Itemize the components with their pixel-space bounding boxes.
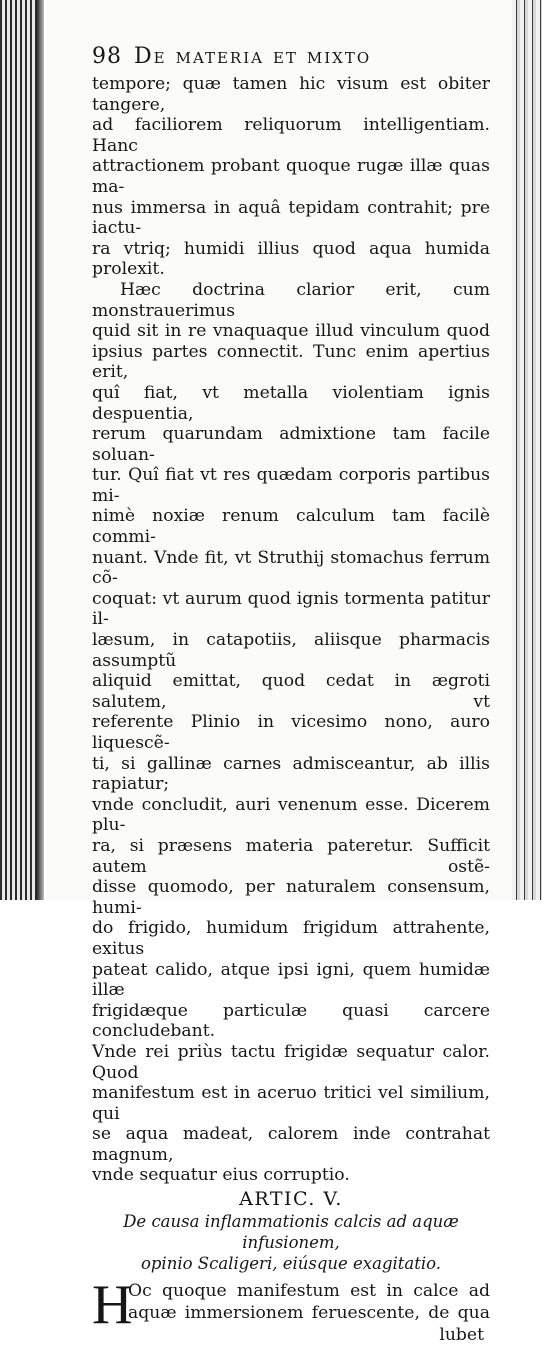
text-line: Vnde rei priùs tactu frigidæ sequatur calor. Quod [92, 1041, 490, 1083]
text-line: frigidæque particulæ quasi carcere concludebant. [92, 1000, 490, 1042]
text-line: ipsius partes connectit. Tunc enim apertius erit, [92, 341, 490, 383]
text-line: attractionem probant quoque rugæ illæ quas ma- [92, 156, 490, 197]
text-line: Hæc doctrina clarior erit, cum monstrauerimus [92, 279, 490, 321]
body-text [92, 74, 490, 1186]
text-line: vnde concludit, auri venenum esse. Dicerem plu- [92, 794, 490, 836]
text-line: vnde sequatur eius corruptio. [92, 1165, 350, 1186]
catchword: lubet [439, 1325, 484, 1346]
text-line: aquæ immersionem feruescente, de qua [128, 1303, 490, 1324]
text-line: rerum quarundam admixtione tam facile soluan- [92, 424, 490, 465]
drop-cap: H [92, 1274, 133, 1337]
text-line: quî fiat, vt metalla violentiam ignis despuentia, [92, 382, 490, 424]
section-subtitle-line: opinio Scaligeri, eiúsque exagitatio. [140, 1254, 442, 1274]
text-line: nuant. Vnde fit, vt Struthij stomachus ferrum cõ- [92, 547, 490, 589]
text-line: aliquid emittat, quod cedat in ægroti salutem, vt [92, 671, 490, 712]
page-content [92, 44, 490, 1346]
book-edge-right [512, 0, 542, 900]
text-line: quid sit in re vnaquaque illud vinculum quod [92, 321, 490, 342]
text-line: ti, si gallinæ carnes admisceantur, ab illis rapiatur; [92, 753, 490, 795]
text-line: coquat: vt aurum quod ignis tormenta patitur il- [92, 588, 490, 630]
page-number: 98 [92, 44, 122, 69]
text-line: se aqua madeat, calorem inde contrahat magnum, [92, 1124, 490, 1165]
text-line: manifestum est in aceruo tritici vel similium, qui [92, 1083, 490, 1124]
running-title: De materia et mixto [134, 44, 372, 69]
running-head [92, 44, 490, 74]
final-paragraph [92, 1274, 490, 1346]
text-line: nus immersa in aquâ tepidam contrahit; pre iactu- [92, 197, 490, 239]
text-line: tempore; quæ tamen hic visum est obiter tangere, [92, 74, 490, 115]
section-heading: ARTIC. V. [239, 1188, 343, 1211]
text-line: læsum, in catapotiis, aliisque pharmacis assumptũ [92, 630, 490, 671]
text-line: pateat calido, atque ipsi igni, quem humidæ illæ [92, 959, 490, 1001]
text-line: ra, si præsens materia pateretur. Sufficit autem ostẽ- [92, 835, 490, 877]
text-line: ad faciliorem reliquorum intelligentiam. Hanc [92, 115, 490, 156]
text-line: tur. Quî fiat vt res quædam corporis partibus mi- [92, 465, 490, 506]
text-line: Oc quoque manifestum est in calce ad [128, 1281, 490, 1302]
text-line: do frigido, humidum frigidum attrahente, exitus [92, 918, 490, 959]
text-line: ra vtriq; humidi illius quod aqua humida prolexit. [92, 238, 490, 280]
book-edge-left [0, 0, 38, 900]
text-line: referente Plinio in vicesimo nono, auro liquescẽ- [92, 712, 490, 753]
text-line: nimè noxiæ renum calculum tam facilè commi- [92, 506, 490, 548]
section-subtitle-line: De causa inflammationis calcis ad aquæ infusionem, [123, 1212, 459, 1253]
text-line: disse quomodo, per naturalem consensum, humi- [92, 877, 490, 918]
